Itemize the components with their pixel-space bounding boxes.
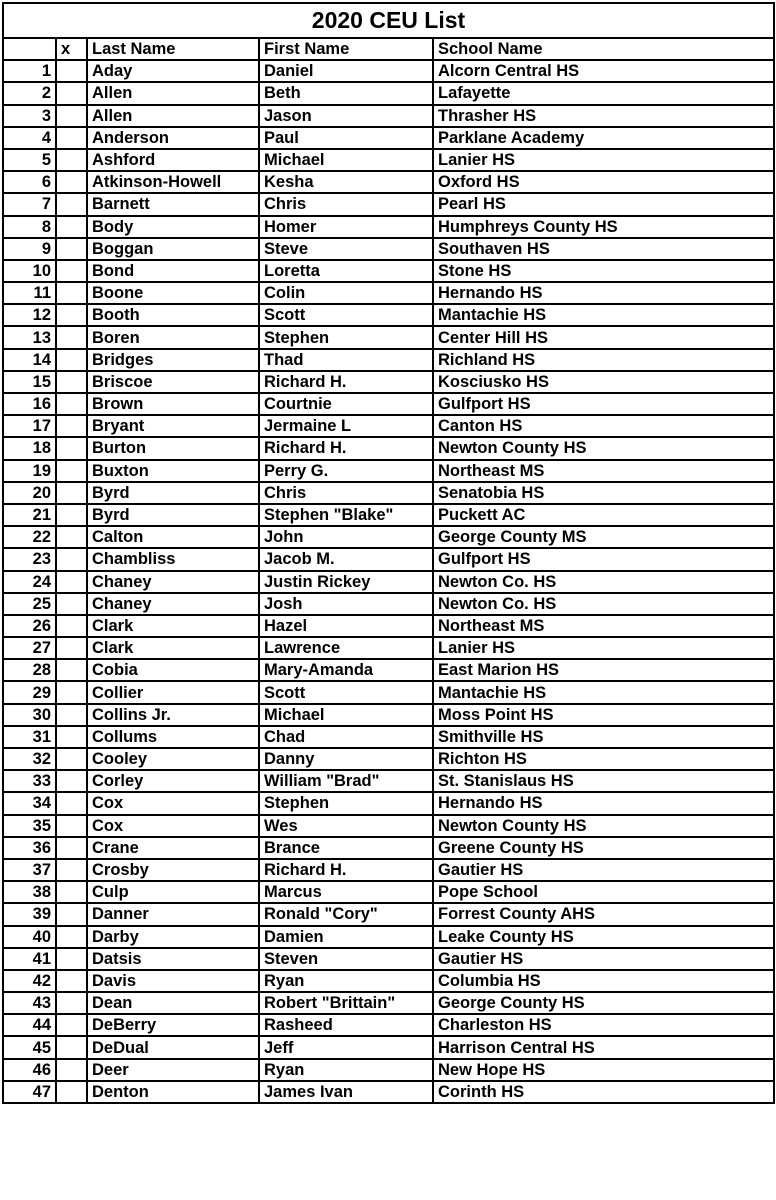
row-x-mark: [56, 238, 87, 260]
row-last-name: Clark: [87, 615, 259, 637]
table-row: [3, 371, 774, 393]
row-x-mark: [56, 393, 87, 415]
row-last-name: Cox: [87, 792, 259, 814]
row-school-name: Mantachie HS: [433, 681, 774, 703]
table-row: [3, 238, 774, 260]
row-school-name: Gulfport HS: [433, 548, 774, 570]
row-x-mark: [56, 903, 87, 925]
row-last-name: Crane: [87, 837, 259, 859]
row-number: 9: [3, 238, 56, 260]
row-last-name: Brown: [87, 393, 259, 415]
row-first-name: Richard H.: [259, 371, 433, 393]
row-first-name: Beth: [259, 82, 433, 104]
row-x-mark: [56, 881, 87, 903]
row-first-name: James Ivan: [259, 1081, 433, 1103]
table-row: [3, 393, 774, 415]
row-last-name: Aday: [87, 60, 259, 82]
row-last-name: Chaney: [87, 571, 259, 593]
row-last-name: Deer: [87, 1059, 259, 1081]
row-x-mark: [56, 526, 87, 548]
row-x-mark: [56, 216, 87, 238]
row-number: 35: [3, 815, 56, 837]
row-first-name: Colin: [259, 282, 433, 304]
row-number: 38: [3, 881, 56, 903]
row-school-name: Pope School: [433, 881, 774, 903]
row-first-name: Jeff: [259, 1036, 433, 1058]
row-x-mark: [56, 948, 87, 970]
table-row: [3, 326, 774, 348]
row-school-name: Newton Co. HS: [433, 593, 774, 615]
row-first-name: Chris: [259, 482, 433, 504]
row-number: 18: [3, 437, 56, 459]
row-number: 22: [3, 526, 56, 548]
row-last-name: Cooley: [87, 748, 259, 770]
row-number: 47: [3, 1081, 56, 1103]
row-last-name: Danner: [87, 903, 259, 925]
row-number: 4: [3, 127, 56, 149]
header-school-name: School Name: [433, 38, 774, 60]
row-school-name: Gautier HS: [433, 948, 774, 970]
row-school-name: Lafayette: [433, 82, 774, 104]
row-first-name: Daniel: [259, 60, 433, 82]
row-x-mark: [56, 681, 87, 703]
row-x-mark: [56, 615, 87, 637]
row-school-name: Harrison Central HS: [433, 1036, 774, 1058]
row-x-mark: [56, 60, 87, 82]
row-school-name: George County MS: [433, 526, 774, 548]
row-school-name: Southaven HS: [433, 238, 774, 260]
row-x-mark: [56, 593, 87, 615]
table-row: [3, 637, 774, 659]
row-school-name: Smithville HS: [433, 726, 774, 748]
row-first-name: Stephen "Blake": [259, 504, 433, 526]
row-last-name: Burton: [87, 437, 259, 459]
row-first-name: Michael: [259, 704, 433, 726]
row-x-mark: [56, 149, 87, 171]
row-school-name: Gulfport HS: [433, 393, 774, 415]
row-first-name: Jason: [259, 105, 433, 127]
row-number: 2: [3, 82, 56, 104]
row-last-name: Briscoe: [87, 371, 259, 393]
row-number: 16: [3, 393, 56, 415]
row-x-mark: [56, 571, 87, 593]
row-number: 6: [3, 171, 56, 193]
row-first-name: Steve: [259, 238, 433, 260]
row-number: 33: [3, 770, 56, 792]
row-first-name: Brance: [259, 837, 433, 859]
row-school-name: Kosciusko HS: [433, 371, 774, 393]
row-last-name: Byrd: [87, 504, 259, 526]
ceu-list-table: [2, 2, 775, 1104]
row-last-name: Chaney: [87, 593, 259, 615]
row-last-name: Crosby: [87, 859, 259, 881]
row-school-name: Gautier HS: [433, 859, 774, 881]
row-first-name: Perry G.: [259, 460, 433, 482]
table-row: [3, 903, 774, 925]
row-first-name: Paul: [259, 127, 433, 149]
row-first-name: Robert "Brittain": [259, 992, 433, 1014]
row-x-mark: [56, 282, 87, 304]
row-last-name: Cox: [87, 815, 259, 837]
row-number: 3: [3, 105, 56, 127]
row-first-name: Courtnie: [259, 393, 433, 415]
row-first-name: Thad: [259, 349, 433, 371]
sheet-title: 2020 CEU List: [3, 3, 774, 38]
table-row: [3, 349, 774, 371]
row-number: 36: [3, 837, 56, 859]
row-number: 44: [3, 1014, 56, 1036]
row-number: 31: [3, 726, 56, 748]
row-last-name: Buxton: [87, 460, 259, 482]
row-number: 34: [3, 792, 56, 814]
row-school-name: Puckett AC: [433, 504, 774, 526]
row-last-name: Booth: [87, 304, 259, 326]
row-x-mark: [56, 504, 87, 526]
row-number: 45: [3, 1036, 56, 1058]
row-number: 11: [3, 282, 56, 304]
table-row: [3, 992, 774, 1014]
row-first-name: Chris: [259, 193, 433, 215]
row-first-name: Michael: [259, 149, 433, 171]
row-number: 42: [3, 970, 56, 992]
row-first-name: Damien: [259, 926, 433, 948]
row-last-name: Clark: [87, 637, 259, 659]
table-row: [3, 681, 774, 703]
row-last-name: Allen: [87, 82, 259, 104]
row-number: 40: [3, 926, 56, 948]
row-x-mark: [56, 127, 87, 149]
row-school-name: Columbia HS: [433, 970, 774, 992]
row-school-name: Charleston HS: [433, 1014, 774, 1036]
row-first-name: Jacob M.: [259, 548, 433, 570]
row-x-mark: [56, 815, 87, 837]
row-last-name: Collier: [87, 681, 259, 703]
row-number: 14: [3, 349, 56, 371]
row-last-name: Body: [87, 216, 259, 238]
table-row: [3, 615, 774, 637]
table-row: [3, 881, 774, 903]
row-school-name: Newton County HS: [433, 437, 774, 459]
row-school-name: George County HS: [433, 992, 774, 1014]
row-number: 10: [3, 260, 56, 282]
row-last-name: Corley: [87, 770, 259, 792]
table-row: [3, 704, 774, 726]
table-row: [3, 970, 774, 992]
row-number: 7: [3, 193, 56, 215]
row-last-name: Bridges: [87, 349, 259, 371]
table-row: [3, 304, 774, 326]
row-first-name: Rasheed: [259, 1014, 433, 1036]
table-row: [3, 504, 774, 526]
row-number: 43: [3, 992, 56, 1014]
row-x-mark: [56, 992, 87, 1014]
row-last-name: Collins Jr.: [87, 704, 259, 726]
table-row: [3, 171, 774, 193]
row-number: 1: [3, 60, 56, 82]
row-last-name: DeBerry: [87, 1014, 259, 1036]
row-school-name: Moss Point HS: [433, 704, 774, 726]
row-last-name: Bryant: [87, 415, 259, 437]
row-x-mark: [56, 1036, 87, 1058]
row-school-name: Center Hill HS: [433, 326, 774, 348]
row-school-name: Leake County HS: [433, 926, 774, 948]
table-row: [3, 216, 774, 238]
row-first-name: Wes: [259, 815, 433, 837]
row-x-mark: [56, 970, 87, 992]
row-first-name: Lawrence: [259, 637, 433, 659]
row-first-name: Chad: [259, 726, 433, 748]
table-row: [3, 726, 774, 748]
row-school-name: Richton HS: [433, 748, 774, 770]
table-row: [3, 659, 774, 681]
row-number: 27: [3, 637, 56, 659]
row-number: 32: [3, 748, 56, 770]
row-number: 8: [3, 216, 56, 238]
row-school-name: Northeast MS: [433, 460, 774, 482]
row-x-mark: [56, 326, 87, 348]
row-first-name: William "Brad": [259, 770, 433, 792]
table-row: [3, 770, 774, 792]
table-row: [3, 548, 774, 570]
row-first-name: Marcus: [259, 881, 433, 903]
row-number: 20: [3, 482, 56, 504]
row-school-name: Hernando HS: [433, 792, 774, 814]
row-number: 19: [3, 460, 56, 482]
table-row: [3, 460, 774, 482]
row-school-name: Canton HS: [433, 415, 774, 437]
table-row: [3, 415, 774, 437]
row-x-mark: [56, 171, 87, 193]
row-school-name: Corinth HS: [433, 1081, 774, 1103]
row-last-name: DeDual: [87, 1036, 259, 1058]
row-first-name: Mary-Amanda: [259, 659, 433, 681]
row-school-name: Newton County HS: [433, 815, 774, 837]
row-x-mark: [56, 1081, 87, 1103]
row-x-mark: [56, 726, 87, 748]
row-number: 12: [3, 304, 56, 326]
row-last-name: Darby: [87, 926, 259, 948]
row-number: 13: [3, 326, 56, 348]
row-last-name: Dean: [87, 992, 259, 1014]
row-number: 17: [3, 415, 56, 437]
table-row: [3, 149, 774, 171]
table-row: [3, 1036, 774, 1058]
row-school-name: Senatobia HS: [433, 482, 774, 504]
row-last-name: Anderson: [87, 127, 259, 149]
row-school-name: Thrasher HS: [433, 105, 774, 127]
row-school-name: Lanier HS: [433, 149, 774, 171]
row-last-name: Calton: [87, 526, 259, 548]
row-school-name: Greene County HS: [433, 837, 774, 859]
row-first-name: Steven: [259, 948, 433, 970]
header-first-name: First Name: [259, 38, 433, 60]
row-x-mark: [56, 349, 87, 371]
table-row: [3, 593, 774, 615]
row-x-mark: [56, 260, 87, 282]
row-first-name: Josh: [259, 593, 433, 615]
row-school-name: Pearl HS: [433, 193, 774, 215]
row-number: 46: [3, 1059, 56, 1081]
row-number: 15: [3, 371, 56, 393]
row-school-name: Humphreys County HS: [433, 216, 774, 238]
row-x-mark: [56, 415, 87, 437]
row-first-name: Hazel: [259, 615, 433, 637]
row-last-name: Chambliss: [87, 548, 259, 570]
row-x-mark: [56, 193, 87, 215]
row-x-mark: [56, 548, 87, 570]
row-number: 25: [3, 593, 56, 615]
row-school-name: Mantachie HS: [433, 304, 774, 326]
row-first-name: Danny: [259, 748, 433, 770]
table-row: [3, 1081, 774, 1103]
row-first-name: Richard H.: [259, 437, 433, 459]
table-row: [3, 1014, 774, 1036]
row-x-mark: [56, 304, 87, 326]
row-x-mark: [56, 748, 87, 770]
table-row: [3, 926, 774, 948]
row-first-name: Loretta: [259, 260, 433, 282]
row-first-name: Scott: [259, 304, 433, 326]
row-last-name: Bond: [87, 260, 259, 282]
row-last-name: Davis: [87, 970, 259, 992]
row-last-name: Ashford: [87, 149, 259, 171]
row-last-name: Atkinson-Howell: [87, 171, 259, 193]
row-number: 5: [3, 149, 56, 171]
row-x-mark: [56, 637, 87, 659]
table-row: [3, 260, 774, 282]
row-x-mark: [56, 437, 87, 459]
row-school-name: Forrest County AHS: [433, 903, 774, 925]
row-number: 26: [3, 615, 56, 637]
table-row: [3, 105, 774, 127]
row-number: 28: [3, 659, 56, 681]
row-school-name: Newton Co. HS: [433, 571, 774, 593]
row-school-name: Lanier HS: [433, 637, 774, 659]
row-last-name: Allen: [87, 105, 259, 127]
row-x-mark: [56, 659, 87, 681]
row-number: 29: [3, 681, 56, 703]
row-x-mark: [56, 105, 87, 127]
row-school-name: Oxford HS: [433, 171, 774, 193]
row-last-name: Barnett: [87, 193, 259, 215]
row-x-mark: [56, 371, 87, 393]
table-row: [3, 193, 774, 215]
header-x: x: [56, 38, 87, 60]
row-first-name: Stephen: [259, 792, 433, 814]
row-school-name: New Hope HS: [433, 1059, 774, 1081]
row-x-mark: [56, 859, 87, 881]
row-number: 24: [3, 571, 56, 593]
row-school-name: Hernando HS: [433, 282, 774, 304]
header-row: [3, 38, 774, 60]
row-last-name: Denton: [87, 1081, 259, 1103]
table-row: [3, 837, 774, 859]
table-row: [3, 948, 774, 970]
row-first-name: John: [259, 526, 433, 548]
row-x-mark: [56, 1014, 87, 1036]
table-row: [3, 127, 774, 149]
row-x-mark: [56, 460, 87, 482]
row-x-mark: [56, 1059, 87, 1081]
row-school-name: St. Stanislaus HS: [433, 770, 774, 792]
row-x-mark: [56, 926, 87, 948]
row-first-name: Kesha: [259, 171, 433, 193]
row-last-name: Boren: [87, 326, 259, 348]
row-first-name: Jermaine L: [259, 415, 433, 437]
table-row: [3, 748, 774, 770]
row-school-name: East Marion HS: [433, 659, 774, 681]
row-first-name: Richard H.: [259, 859, 433, 881]
table-row: [3, 859, 774, 881]
row-last-name: Culp: [87, 881, 259, 903]
table-row: [3, 482, 774, 504]
table-row: [3, 526, 774, 548]
row-number: 30: [3, 704, 56, 726]
row-x-mark: [56, 770, 87, 792]
row-last-name: Boone: [87, 282, 259, 304]
row-school-name: Alcorn Central HS: [433, 60, 774, 82]
table-row: [3, 82, 774, 104]
row-last-name: Cobia: [87, 659, 259, 681]
row-first-name: Homer: [259, 216, 433, 238]
table-row: [3, 792, 774, 814]
row-x-mark: [56, 482, 87, 504]
table-row: [3, 282, 774, 304]
row-school-name: Richland HS: [433, 349, 774, 371]
row-number: 37: [3, 859, 56, 881]
table-row: [3, 571, 774, 593]
row-last-name: Byrd: [87, 482, 259, 504]
title-row: [3, 3, 774, 38]
table-row: [3, 1059, 774, 1081]
header-number: [3, 38, 56, 60]
row-first-name: Scott: [259, 681, 433, 703]
row-school-name: Parklane Academy: [433, 127, 774, 149]
row-x-mark: [56, 82, 87, 104]
row-first-name: Justin Rickey: [259, 571, 433, 593]
row-first-name: Ryan: [259, 1059, 433, 1081]
table-row: [3, 815, 774, 837]
row-number: 39: [3, 903, 56, 925]
row-x-mark: [56, 792, 87, 814]
row-school-name: Stone HS: [433, 260, 774, 282]
row-x-mark: [56, 837, 87, 859]
row-number: 41: [3, 948, 56, 970]
header-last-name: Last Name: [87, 38, 259, 60]
row-x-mark: [56, 704, 87, 726]
row-last-name: Collums: [87, 726, 259, 748]
row-first-name: Ryan: [259, 970, 433, 992]
table-row: [3, 60, 774, 82]
table-row: [3, 437, 774, 459]
row-first-name: Ronald "Cory": [259, 903, 433, 925]
row-school-name: Northeast MS: [433, 615, 774, 637]
row-number: 21: [3, 504, 56, 526]
row-last-name: Datsis: [87, 948, 259, 970]
row-last-name: Boggan: [87, 238, 259, 260]
row-number: 23: [3, 548, 56, 570]
row-first-name: Stephen: [259, 326, 433, 348]
